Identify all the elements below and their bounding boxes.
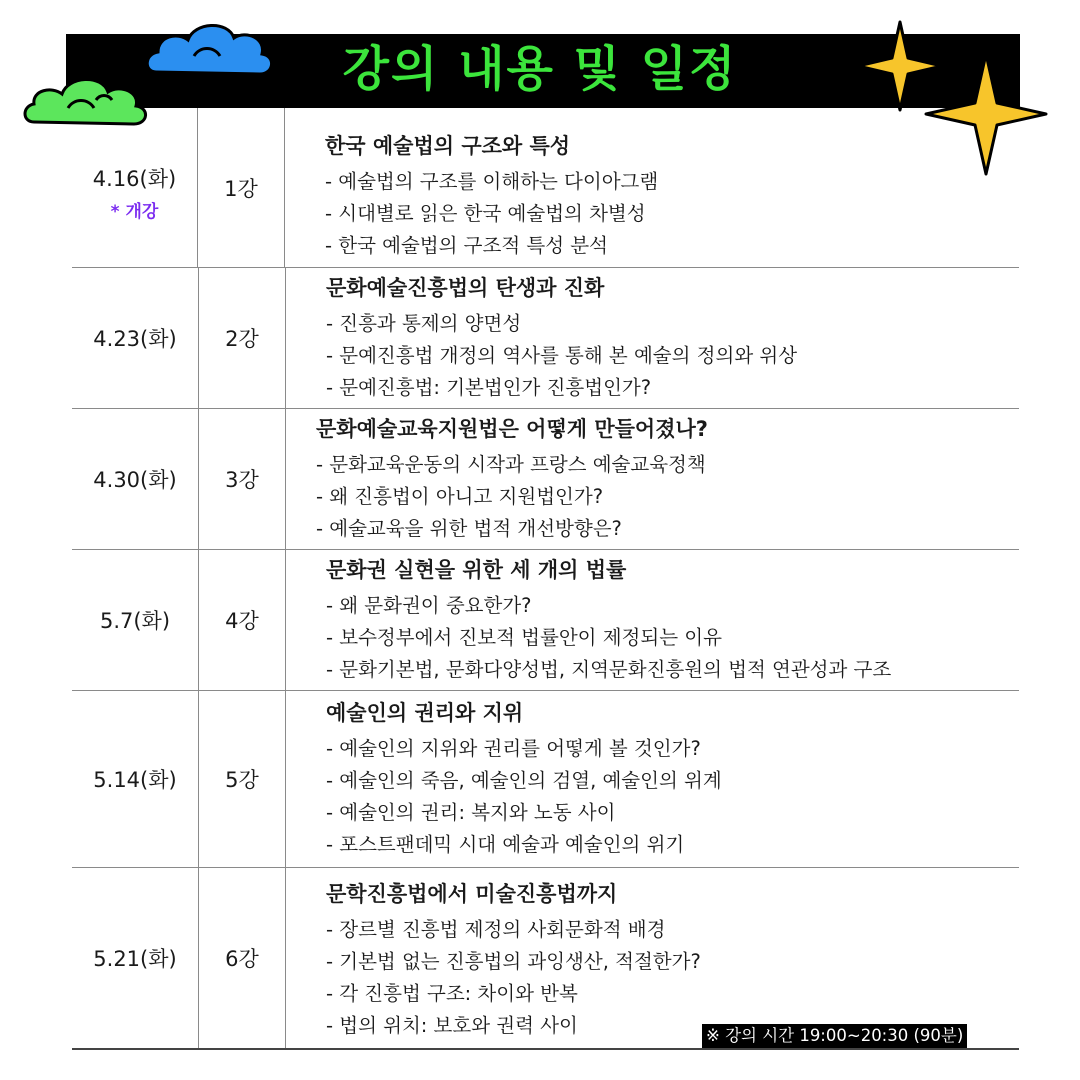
lecture-topic: 한국 예술법의 구조와 특성 <box>325 134 571 158</box>
lecture-content <box>285 108 1019 267</box>
lecture-number: 5강 <box>199 691 286 867</box>
list-item: - 예술인의 권리: 복지와 노동 사이 <box>326 801 616 824</box>
date: 5.21(화) <box>93 947 177 971</box>
lecture-topic: 문화권 실현을 위한 세 개의 법률 <box>326 558 627 582</box>
list-item: - 한국 예술법의 구조적 특성 분석 <box>325 234 608 257</box>
list-item: - 포스트팬데믹 시대 예술과 예술인의 위기 <box>326 833 685 856</box>
table-row <box>72 409 1019 550</box>
list-item: - 진흥과 통제의 양면성 <box>326 312 522 335</box>
page-title: 강의 내용 및 일정 <box>342 41 738 97</box>
date: 5.14(화) <box>93 768 177 792</box>
lecture-content <box>286 550 1019 690</box>
list-item: - 왜 진흥법이 아니고 지원법인가? <box>316 485 604 508</box>
lecture-content <box>286 268 1019 408</box>
date-cell <box>72 691 199 867</box>
lecture-number: 6강 <box>199 868 286 1048</box>
table-row <box>72 868 1019 1050</box>
list-item: - 문화기본법, 문화다양성법, 지역문화진흥원의 법적 연관성과 구조 <box>326 658 892 681</box>
date: 4.23(화) <box>93 327 177 351</box>
list-item: - 문예진흥법 개정의 역사를 통해 본 예술의 정의와 위상 <box>326 344 798 367</box>
lecture-number: 2강 <box>199 268 286 408</box>
list-item: - 왜 문화권이 중요한가? <box>326 594 532 617</box>
list-item: - 예술인의 죽음, 예술인의 검열, 예술인의 위계 <box>326 769 722 792</box>
list-item: - 시대별로 읽은 한국 예술법의 차별성 <box>325 202 646 225</box>
date-cell <box>72 108 198 267</box>
list-item: - 각 진흥법 구조: 차이와 반복 <box>326 982 578 1005</box>
date-cell <box>72 409 199 549</box>
date: 5.7(화) <box>99 609 171 633</box>
table-row <box>72 550 1019 691</box>
list-item: - 문예진흥법: 기본법인가 진흥법인가? <box>326 376 652 399</box>
schedule-table <box>72 108 1019 1050</box>
list-item: - 장르별 진흥법 제정의 사회문화적 배경 <box>326 918 666 941</box>
lecture-topic: 문화예술진흥법의 탄생과 진화 <box>326 276 605 300</box>
lecture-topic: 문화예술교육지원법은 어떻게 만들어졌나? <box>316 417 708 441</box>
lecture-time-note: ※ 강의 시간 19:00~20:30 (90분) <box>702 1024 967 1048</box>
lecture-topic: 문학진흥법에서 미술진흥법까지 <box>326 882 618 906</box>
table-row <box>72 268 1019 409</box>
cloud-icon <box>142 14 278 82</box>
date-cell <box>72 550 199 690</box>
table-row <box>72 691 1019 868</box>
lecture-topic: 예술인의 권리와 지위 <box>326 701 524 725</box>
lecture-content <box>286 409 1019 549</box>
list-item: - 보수정부에서 진보적 법률안이 제정되는 이유 <box>326 626 722 649</box>
list-item: - 법의 위치: 보호와 권력 사이 <box>326 1014 578 1037</box>
lecture-content <box>286 868 1019 1048</box>
list-item: - 예술법의 구조를 이해하는 다이아그램 <box>325 170 659 193</box>
lecture-number: 3강 <box>199 409 286 549</box>
list-item: - 기본법 없는 진흥법의 과잉생산, 적절한가? <box>326 950 701 973</box>
list-item: - 예술인의 지위와 권리를 어떻게 볼 것인가? <box>326 737 701 760</box>
lecture-number: 1강 <box>198 108 285 267</box>
lecture-number: 4강 <box>199 550 286 690</box>
date-cell <box>72 268 199 408</box>
date: 4.16(화) <box>92 167 177 191</box>
table-row <box>72 108 1019 268</box>
date-cell <box>72 868 199 1048</box>
opening-note: * 개강 <box>110 202 159 222</box>
lecture-content <box>286 691 1019 867</box>
list-item: - 문화교육운동의 시작과 프랑스 예술교육정책 <box>316 453 706 476</box>
list-item: - 예술교육을 위한 법적 개선방향은? <box>316 517 622 540</box>
date: 4.30(화) <box>93 468 177 492</box>
